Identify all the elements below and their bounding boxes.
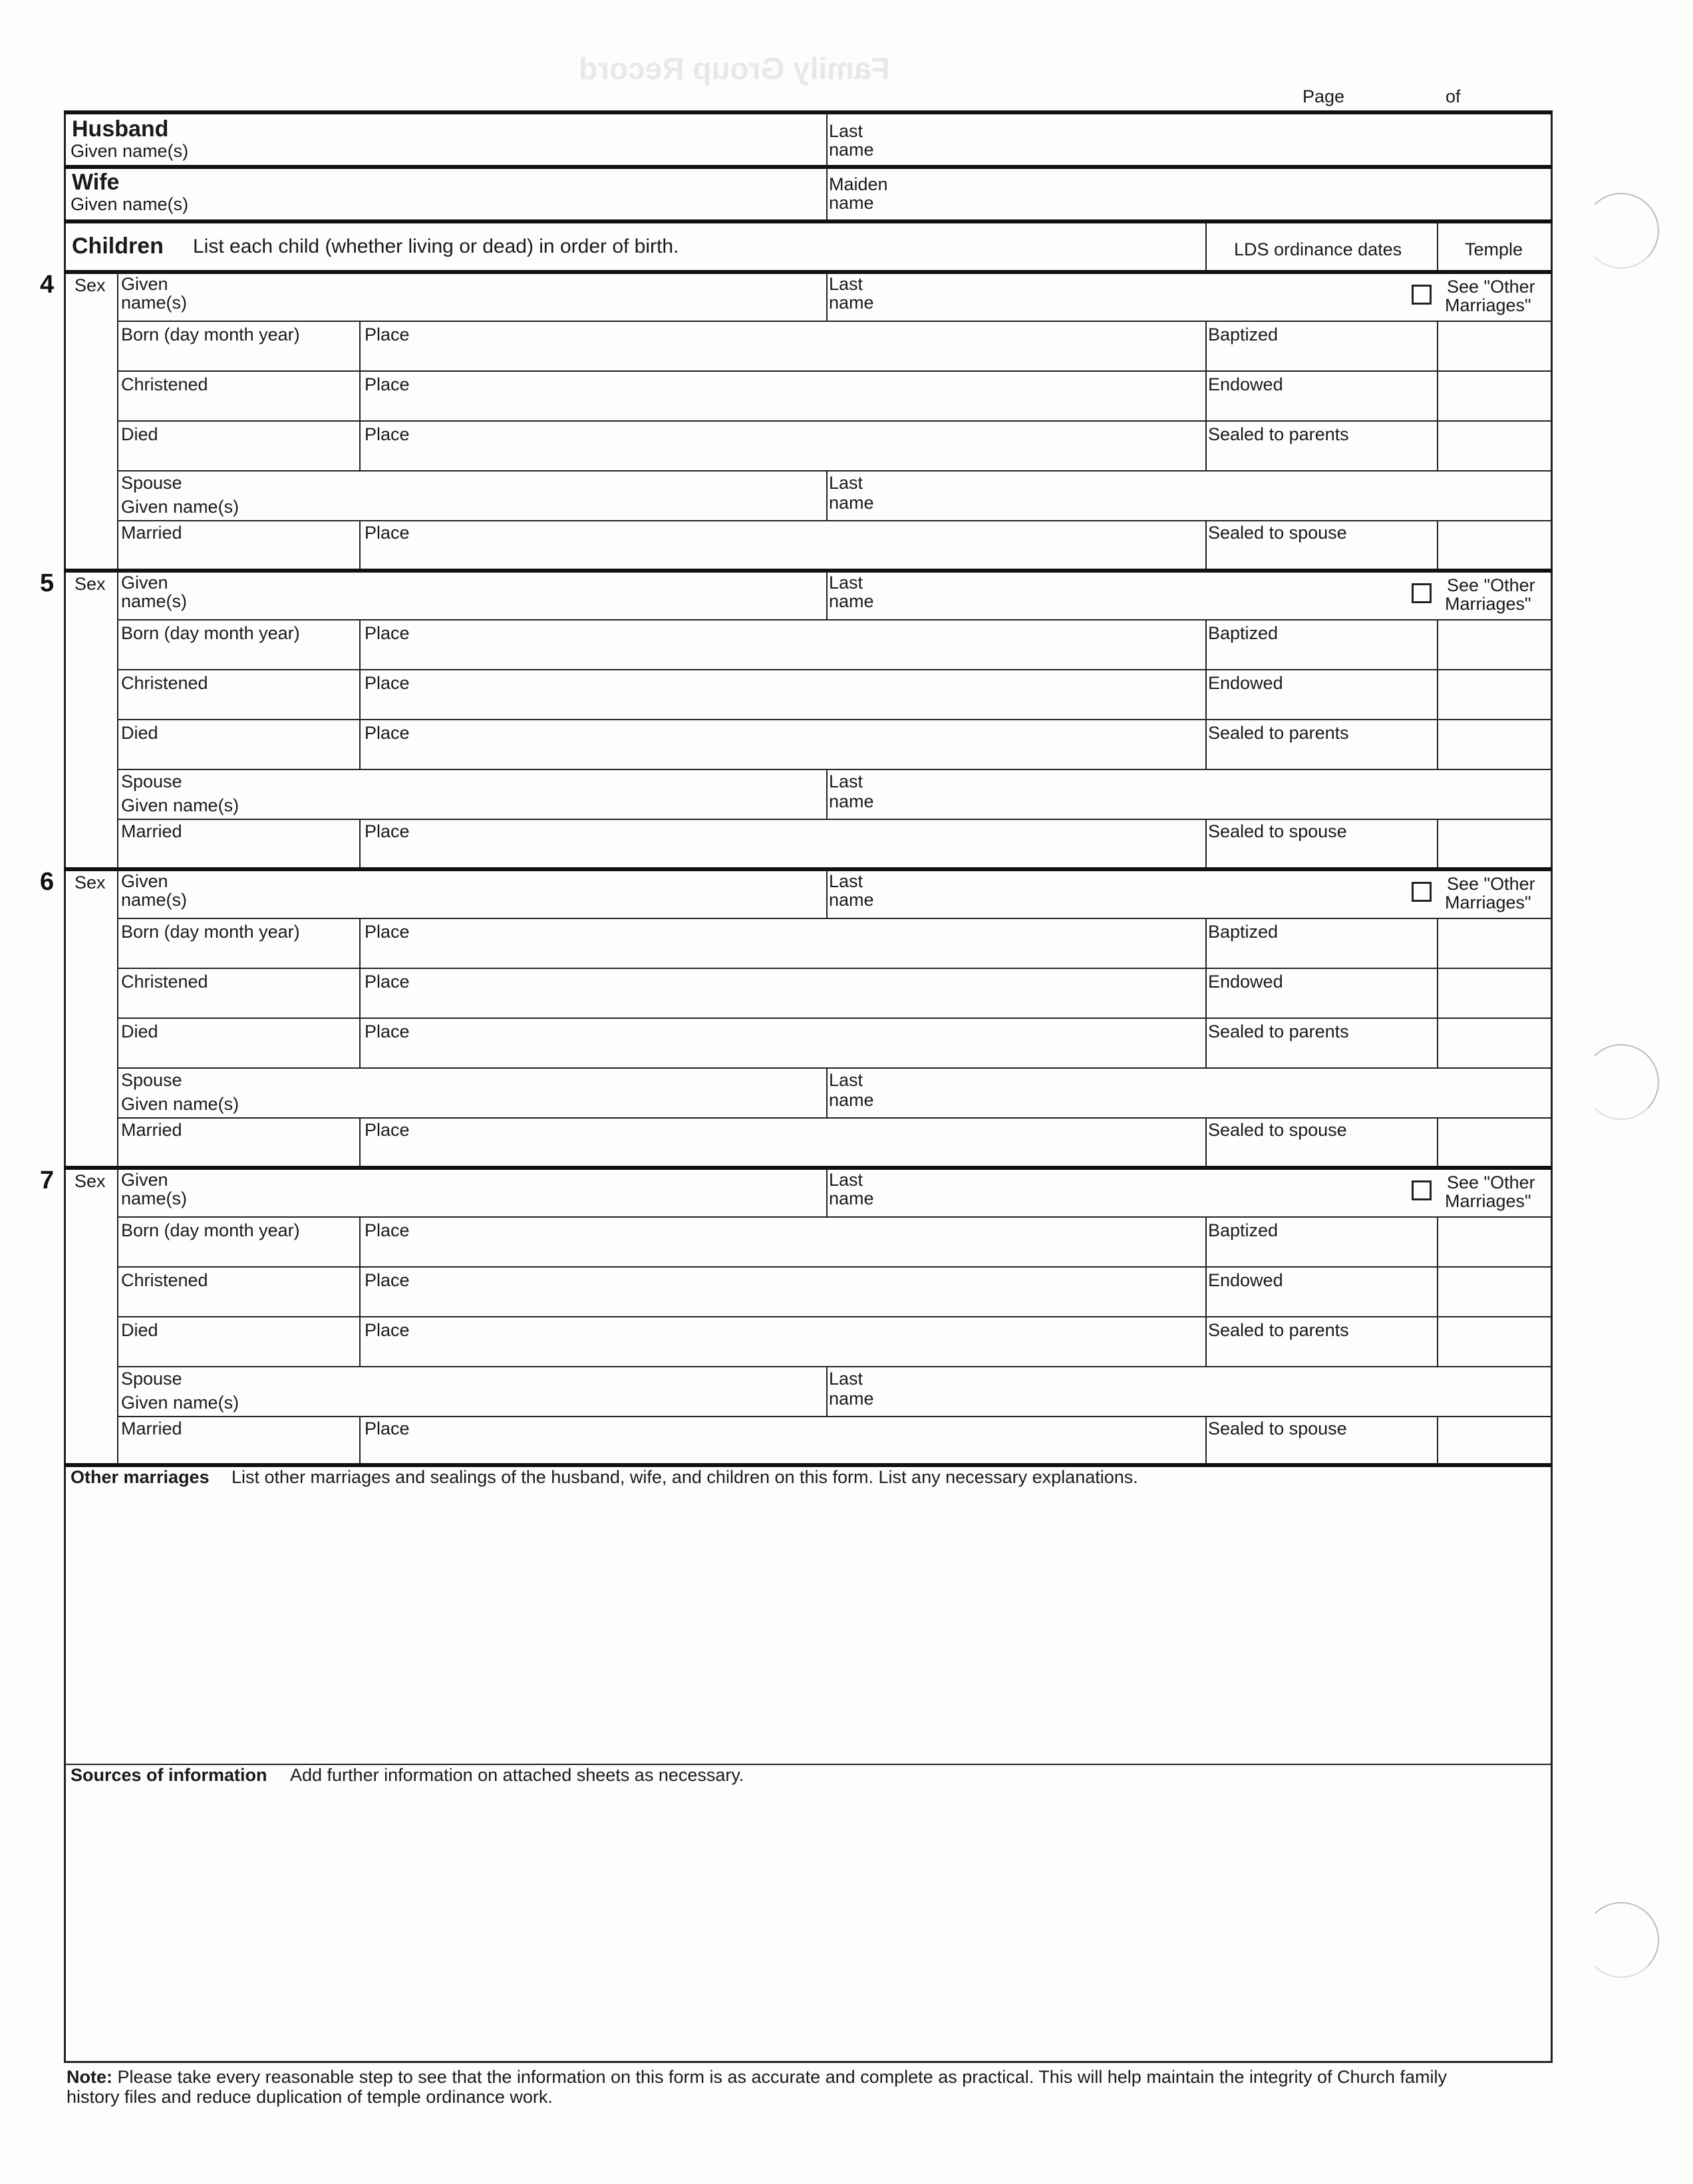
child-4-number: 4 <box>40 271 55 299</box>
child-7-christened-place-label: Place <box>365 1270 410 1290</box>
child-7-died-label: Died <box>121 1320 158 1340</box>
child-5-married-place-label: Place <box>365 821 410 841</box>
child-6-given-label: Given <box>121 871 168 891</box>
note-line-2: history files and reduce duplication of temple ordinance work. <box>67 2087 553 2107</box>
child-4-married-place-label: Place <box>365 523 410 543</box>
other-marriages-title: Other marriages <box>71 1467 210 1487</box>
sources-title: Sources of information <box>71 1765 267 1785</box>
child-5-sex-label: Sex <box>75 574 106 594</box>
child-5-last-label-2: name <box>829 591 874 611</box>
child-6-last-label: Last <box>829 871 863 891</box>
child-5-given-label-2: name(s) <box>121 591 188 611</box>
note-text-1: Please take every reasonable step to see that the information on this form is as accurate and complete as practical. This will help maintain the integrity of Church family <box>117 2067 1448 2087</box>
child-5-last-label: Last <box>829 573 863 593</box>
child-6-endowed-label: Endowed <box>1208 972 1283 992</box>
child-6-sealed-spouse-label: Sealed to spouse <box>1208 1120 1347 1140</box>
child-7-christened-label: Christened <box>121 1270 208 1290</box>
child-7-other-marriages-checkbox[interactable] <box>1412 1180 1432 1200</box>
child-4-spouse-label: Spouse <box>121 473 182 493</box>
child-7-married-place-label: Place <box>365 1419 410 1438</box>
child-6-spouse-last-label-2: name <box>829 1090 874 1110</box>
child-7-spouse-label: Spouse <box>121 1369 182 1389</box>
child-6-baptized-label: Baptized <box>1208 922 1279 942</box>
child-5-died-label: Died <box>121 723 158 743</box>
child-4-born-label: Born (day month year) <box>121 325 300 344</box>
child-5-spouse-last-label: Last <box>829 771 863 791</box>
temple-header-label: Temple <box>1465 239 1523 259</box>
child-5-born-label: Born (day month year) <box>121 623 300 643</box>
husband-last-label-2: name <box>829 140 874 160</box>
child-4-spouse-last-label: Last <box>829 473 863 493</box>
child-6-see-other-label-2: Marriages" <box>1445 892 1531 912</box>
child-5-born-place-label: Place <box>365 623 410 643</box>
page-label: Page <box>1303 86 1345 106</box>
child-6-spouse-given-label: Given name(s) <box>121 1094 239 1114</box>
bleed-through-title: Family Group Record <box>579 51 890 86</box>
child-4-died-label: Died <box>121 424 158 444</box>
child-4-see-other-label: See "Other <box>1447 277 1535 297</box>
child-5-died-place-label: Place <box>365 723 410 743</box>
sources-area[interactable] <box>67 1789 1550 2058</box>
child-4-endowed-label: Endowed <box>1208 374 1283 394</box>
child-6-see-other-label: See "Other <box>1447 874 1535 894</box>
child-5-number: 5 <box>40 569 55 597</box>
wife-maiden-label: Maiden <box>829 174 888 194</box>
child-7-spouse-last-label: Last <box>829 1369 863 1389</box>
child-4-christened-place-label: Place <box>365 374 410 394</box>
child-7-married-label: Married <box>121 1419 182 1438</box>
child-6-other-marriages-checkbox[interactable] <box>1412 882 1432 902</box>
husband-given-label: Given name(s) <box>71 141 189 161</box>
child-7-see-other-label: See "Other <box>1447 1172 1535 1192</box>
child-4-born-place-label: Place <box>365 325 410 344</box>
child-6-died-place-label: Place <box>365 1022 410 1041</box>
child-6-born-place-label: Place <box>365 922 410 942</box>
child-6-born-label: Born (day month year) <box>121 922 300 942</box>
child-7-died-place-label: Place <box>365 1320 410 1340</box>
husband-title: Husband <box>72 116 169 142</box>
child-4-christened-label: Christened <box>121 374 208 394</box>
child-5-other-marriages-checkbox[interactable] <box>1412 583 1432 603</box>
child-4-last-label: Last <box>829 274 863 294</box>
child-7-given-label-2: name(s) <box>121 1188 188 1208</box>
of-label: of <box>1446 86 1461 106</box>
child-7-endowed-label: Endowed <box>1208 1270 1283 1290</box>
child-7-spouse-last-label-2: name <box>829 1389 874 1409</box>
wife-title: Wife <box>72 170 120 195</box>
child-5-spouse-label: Spouse <box>121 771 182 791</box>
husband-last-label: Last <box>829 121 863 141</box>
child-7-number: 7 <box>40 1166 55 1194</box>
child-4-other-marriages-checkbox[interactable] <box>1412 285 1432 305</box>
child-5-given-label: Given <box>121 573 168 593</box>
child-5-see-other-label: See "Other <box>1447 575 1535 595</box>
child-4-last-label-2: name <box>829 293 874 313</box>
child-7-given-label: Given <box>121 1170 168 1190</box>
child-6-christened-label: Christened <box>121 972 208 992</box>
child-5-endowed-label: Endowed <box>1208 673 1283 693</box>
child-7-spouse-given-label: Given name(s) <box>121 1393 239 1413</box>
child-4-sealed-parents-label: Sealed to parents <box>1208 424 1349 444</box>
wife-maiden-label-2: name <box>829 193 874 213</box>
child-6-spouse-label: Spouse <box>121 1070 182 1090</box>
punch-hole-middle <box>1583 1044 1659 1120</box>
punch-hole-bottom <box>1583 1902 1659 1978</box>
child-7-baptized-label: Baptized <box>1208 1220 1279 1240</box>
other-marriages-area[interactable] <box>67 1490 1550 1762</box>
child-7-born-place-label: Place <box>365 1220 410 1240</box>
lds-ordinance-label: LDS ordinance dates <box>1234 239 1402 259</box>
child-4-see-other-label-2: Marriages" <box>1445 295 1531 315</box>
child-4-sex-label: Sex <box>75 275 106 295</box>
child-6-last-label-2: name <box>829 890 874 910</box>
note-title: Note: <box>67 2067 112 2087</box>
child-6-christened-place-label: Place <box>365 972 410 992</box>
child-6-married-place-label: Place <box>365 1120 410 1140</box>
child-7-sex-label: Sex <box>75 1171 106 1191</box>
punch-hole-top <box>1583 193 1659 269</box>
wife-given-label: Given name(s) <box>71 194 189 214</box>
child-5-see-other-label-2: Marriages" <box>1445 594 1531 614</box>
child-6-sealed-parents-label: Sealed to parents <box>1208 1022 1349 1041</box>
child-5-spouse-given-label: Given name(s) <box>121 795 239 815</box>
child-4-married-label: Married <box>121 523 182 543</box>
child-7-sealed-spouse-label: Sealed to spouse <box>1208 1419 1347 1438</box>
child-6-married-label: Married <box>121 1120 182 1140</box>
child-6-died-label: Died <box>121 1022 158 1041</box>
child-7-last-label-2: name <box>829 1188 874 1208</box>
child-7-born-label: Born (day month year) <box>121 1220 300 1240</box>
children-title: Children <box>72 233 164 259</box>
child-5-christened-place-label: Place <box>365 673 410 693</box>
child-5-sealed-spouse-label: Sealed to spouse <box>1208 821 1347 841</box>
child-5-christened-label: Christened <box>121 673 208 693</box>
sources-instruction: Add further information on attached sheets as necessary. <box>290 1765 744 1785</box>
note-line-1 <box>67 2067 1447 2087</box>
child-4-baptized-label: Baptized <box>1208 325 1279 344</box>
child-4-spouse-last-label-2: name <box>829 493 874 513</box>
child-5-spouse-last-label-2: name <box>829 791 874 811</box>
child-7-see-other-label-2: Marriages" <box>1445 1191 1531 1211</box>
other-marriages-instruction: List other marriages and sealings of the husband, wife, and children on this form. List any necessary explanations. <box>231 1467 1138 1487</box>
child-6-sex-label: Sex <box>75 873 106 892</box>
form-frame <box>64 110 1553 2063</box>
child-7-last-label: Last <box>829 1170 863 1190</box>
child-4-died-place-label: Place <box>365 424 410 444</box>
child-5-married-label: Married <box>121 821 182 841</box>
child-7-sealed-parents-label: Sealed to parents <box>1208 1320 1349 1340</box>
child-6-given-label-2: name(s) <box>121 890 188 910</box>
child-4-given-label-2: name(s) <box>121 293 188 313</box>
child-6-number: 6 <box>40 868 55 896</box>
child-4-given-label: Given <box>121 274 168 294</box>
child-5-sealed-parents-label: Sealed to parents <box>1208 723 1349 743</box>
child-6-spouse-last-label: Last <box>829 1070 863 1090</box>
child-5-baptized-label: Baptized <box>1208 623 1279 643</box>
children-instruction: List each child (whether living or dead) in order of birth. <box>193 235 679 257</box>
child-4-spouse-given-label: Given name(s) <box>121 497 239 517</box>
child-4-sealed-spouse-label: Sealed to spouse <box>1208 523 1347 543</box>
